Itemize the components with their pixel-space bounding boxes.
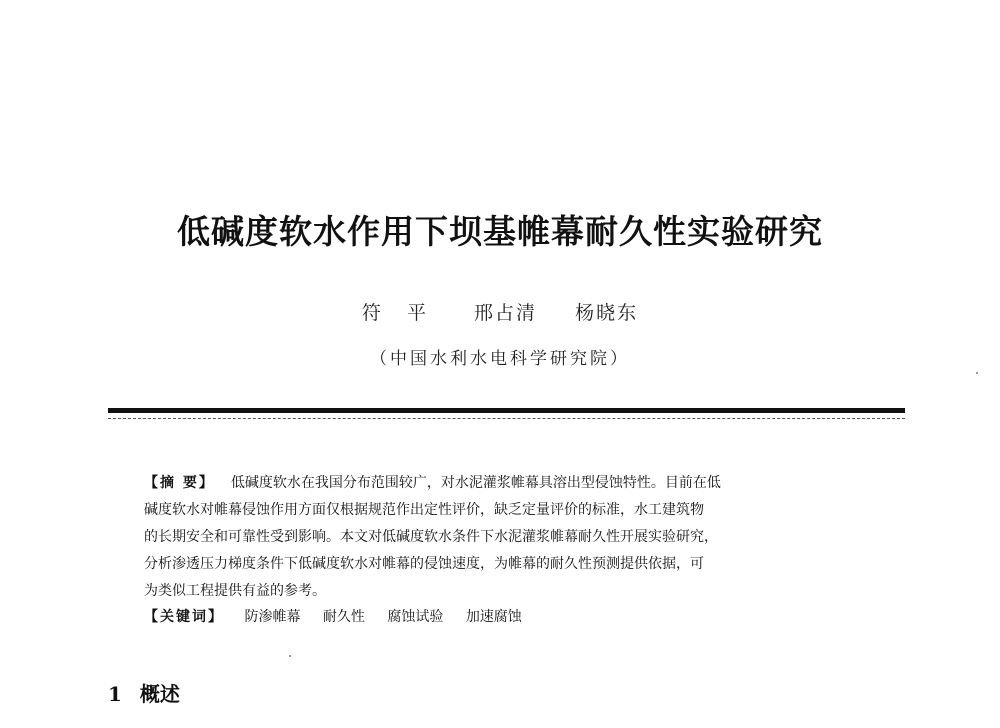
keywords <box>144 604 866 631</box>
section-number: 1 <box>108 682 122 706</box>
paper-title: 低碱度软水作用下坝基帷幕耐久性实验研究 <box>177 212 823 251</box>
author-name: 邢占清 <box>474 302 538 324</box>
author-name: 杨晓东 <box>575 302 639 324</box>
section-title: 概述 <box>139 682 180 706</box>
scan-speck <box>976 372 978 374</box>
abstract-line: 的长期安全和可靠性受到影响。本文对低碱度软水条件下水泥灌浆帷幕耐久性开展实验研究， <box>144 529 718 545</box>
scan-speck <box>289 655 291 657</box>
header-divider <box>108 408 905 413</box>
keyword: 防渗帷幕 <box>244 609 301 625</box>
abstract-text: 低碱度软水在我国分布范围较广，对水泥灌浆帷幕具溶出型侵蚀特性。目前在低 <box>230 475 721 491</box>
abstract-line: 碱度软水对帷幕侵蚀作用方面仅根据规范作出定性评价，缺乏定量评价的标准，水工建筑物 <box>144 502 704 518</box>
author-list <box>0 298 1000 325</box>
keywords-label: 【关键词】 <box>144 609 224 625</box>
abstract-label: 【摘 要】 <box>144 475 215 491</box>
abstract <box>144 470 866 605</box>
abstract-line: 为类似工程提供有益的参考。 <box>144 583 326 599</box>
keyword: 耐久性 <box>322 609 365 625</box>
keyword: 腐蚀试验 <box>387 609 444 625</box>
section-heading <box>108 678 180 707</box>
keyword: 加速腐蚀 <box>465 609 522 625</box>
abstract-line <box>144 470 866 497</box>
author-name: 符 平 <box>361 302 436 324</box>
header-divider-thin <box>108 418 905 419</box>
affiliation: （中国水利水电科学研究院） <box>370 349 630 369</box>
abstract-line: 分析渗透压力梯度条件下低碱度软水对帷幕的侵蚀速度，为帷幕的耐久性预测提供依据，可 <box>144 556 704 572</box>
